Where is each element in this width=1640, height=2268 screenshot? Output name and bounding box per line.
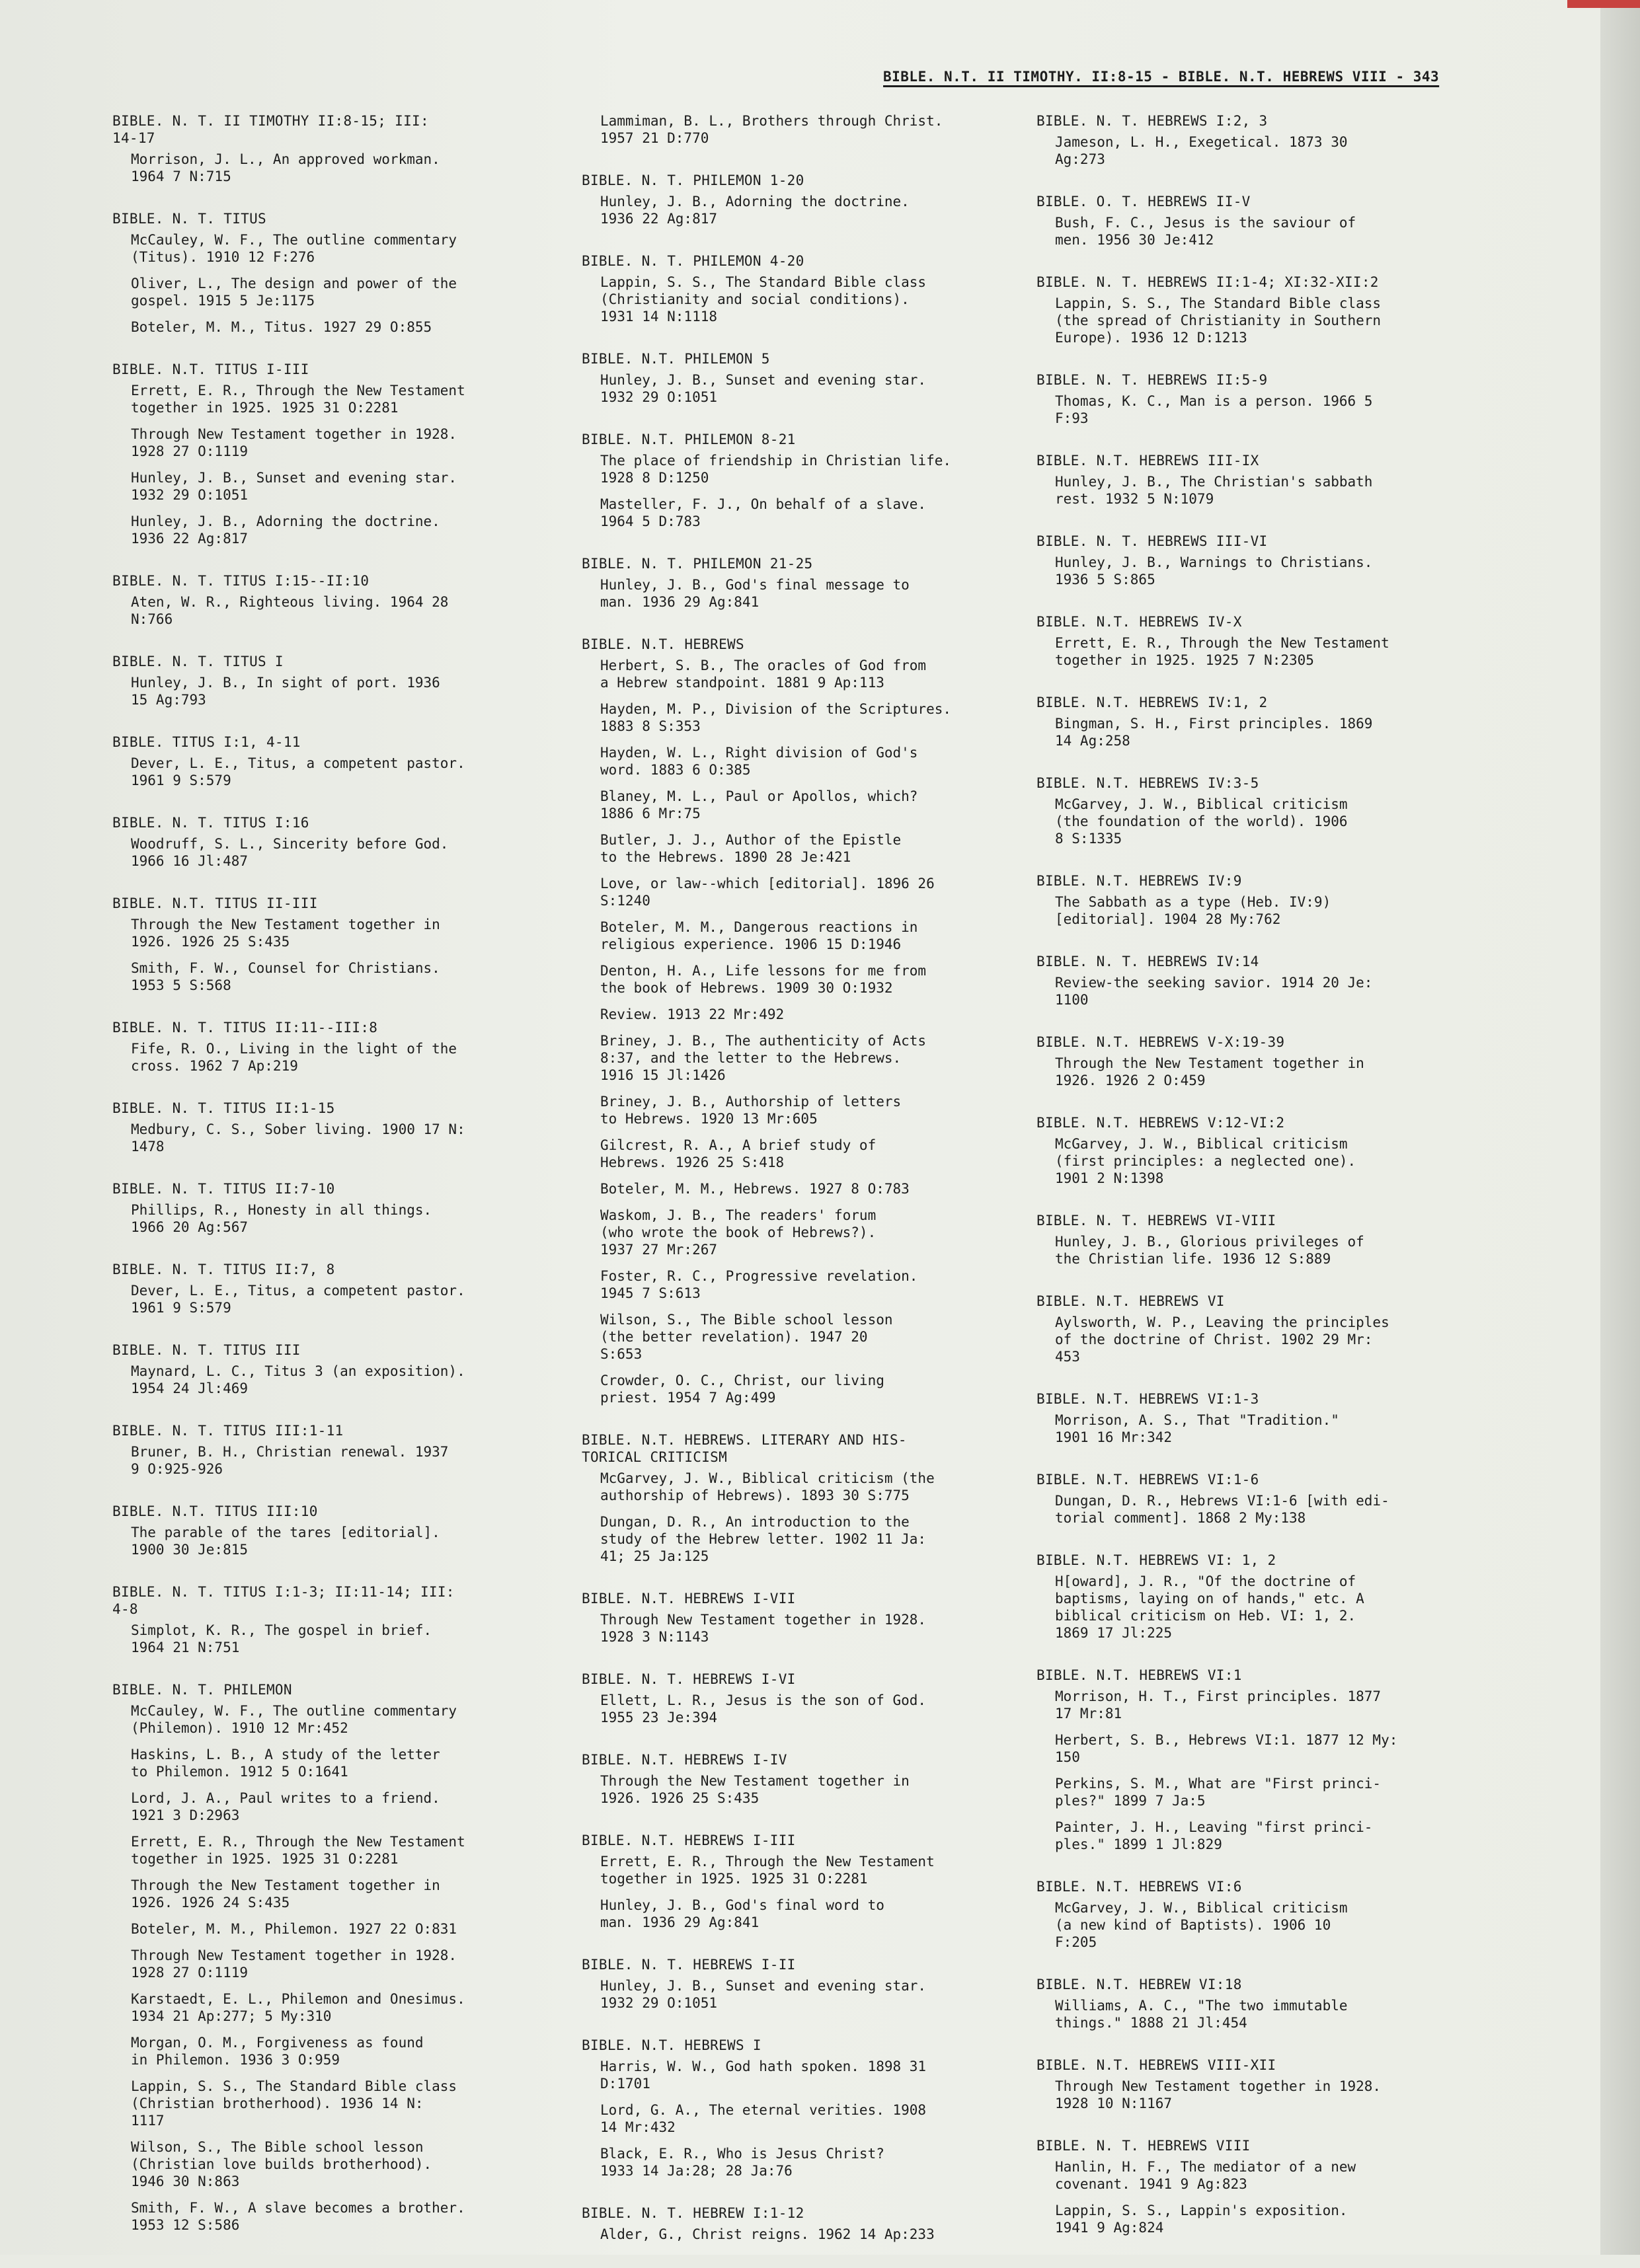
citation-entry: Hunley, J. B., Sunset and evening star. 1932 29 O:1051 [600,372,927,405]
subject-group [1036,872,1453,928]
citation-entry: Woodruff, S. L., Sincerity before God. 1966 16 Jl:487 [131,836,449,869]
subject-heading: BIBLE. N.T. HEBREWS VI: 1, 2 [1036,1552,1276,1568]
citation-entry: Wilson, S., The Bible school lesson (the better revelation). 1947 20 S:653 [600,1312,893,1362]
citation-entry: Williams, A. C., "The two immutable things." 1888 21 Jl:454 [1055,1998,1348,2031]
subject-group [112,1583,549,1656]
citation-entry: H[oward], J. R., "Of the doctrine of baptisms, laying on of hands," etc. A biblical criticism on Heb. VI: 1, 2. 1869 17 Jl:225 [1055,1573,1364,1641]
citation-entry: Painter, J. H., Leaving "first princi- ples." 1899 1 Jl:829 [1055,1819,1373,1852]
subject-group [112,1503,549,1558]
citation-entry: Hunley, J. B., Warnings to Christians. 1936 5 S:865 [1055,554,1373,587]
subject-heading: BIBLE. N.T. HEBREWS V:12-VI:2 [1036,1115,1285,1131]
subject-heading: BIBLE. N. T. TITUS III [112,1342,301,1358]
subject-heading: BIBLE. N.T. HEBREWS VI:6 [1036,1879,1242,1895]
citation-entry: Dever, L. E., Titus, a competent pastor. 1961 9 S:579 [131,1283,465,1316]
subject-heading: BIBLE. N.T. HEBREWS [582,636,744,652]
subject-heading: BIBLE. N. T. TITUS I:1-3; II:11-14; III: 4-8 [112,1584,455,1617]
citation-entry: Hunley, J. B., Sunset and evening star. 1932 29 O:1051 [600,1978,927,2011]
citation-entry: Wilson, S., The Bible school lesson (Christian love builds brotherhood). 1946 30 N:863 [131,2139,432,2189]
citation-entry: Lappin, S. S., The Standard Bible class (Christian brotherhood). 1936 14 N: 1117 [131,2078,457,2129]
citation-entry: Blaney, M. L., Paul or Apollos, which? 1886 6 Mr:75 [600,788,918,821]
citation-entry: Oliver, L., The design and power of the gospel. 1915 5 Je:1175 [131,276,457,309]
citation-entry: Love, or law--which [editorial]. 1896 26 S:1240 [600,876,935,909]
subject-heading: BIBLE. N.T. HEBREWS VI:1-3 [1036,1391,1259,1407]
citation-entry: McCauley, W. F., The outline commentary (Titus). 1910 12 F:276 [131,232,457,265]
subject-heading: BIBLE. N.T. PHILEMON 5 [582,351,770,367]
citation-entry: Smith, F. W., Counsel for Christians. 1953 5 S:568 [131,960,440,993]
citation-entry: Review. 1913 22 Mr:492 [600,1006,785,1022]
citation-entry: Bruner, B. H., Christian renewal. 1937 9 O:925-926 [131,1444,449,1477]
subject-group [1036,371,1453,427]
subject-group [582,2205,1018,2243]
subject-heading: BIBLE. N.T. TITUS I-III [112,361,309,377]
citation-entry: Through the New Testament together in 1926. 1926 24 S:435 [131,1877,440,1910]
citation-entry: Herbert, S. B., Hebrews VI:1. 1877 12 My: 150 [1055,1732,1398,1765]
citation-entry: McGarvey, J. W., Biblical criticism (the authorship of Hebrews). 1893 30 S:775 [600,1470,935,1503]
subject-heading: BIBLE. N. T. HEBREWS VI-VIII [1036,1213,1276,1228]
citation-entry: Boteler, M. M., Dangerous reactions in religious experience. 1906 15 D:1946 [600,919,918,952]
citation-entry: Karstaedt, E. L., Philemon and Onesimus. 1934 21 Ap:277; 5 My:310 [131,1991,465,2024]
subject-group [1036,694,1453,749]
citation-entry: Errett, E. R., Through the New Testament together in 1925. 1925 31 O:2281 [600,1854,935,1887]
citation-entry: Morrison, A. S., That "Tradition." 1901 16 Mr:342 [1055,1412,1339,1445]
citation-entry: Errett, E. R., Through the New Testament together in 1925. 1925 31 O:2281 [131,383,465,416]
red-corner-mark [1567,0,1640,8]
subject-heading: BIBLE. N.T. TITUS III:10 [112,1503,318,1519]
citation-entry: Through the New Testament together in 1926. 1926 2 O:459 [1055,1055,1364,1088]
subject-group [112,1261,549,1316]
subject-heading: BIBLE. N. T. HEBREWS I:2, 3 [1036,113,1268,129]
subject-heading: BIBLE. N.T. HEBREW VI:18 [1036,1977,1242,1992]
subject-heading: BIBLE. N.T. HEBREWS IV:9 [1036,873,1242,889]
subject-heading: BIBLE. N. T. TITUS I [112,654,284,669]
subject-heading: BIBLE. N. T. HEBREWS II:5-9 [1036,372,1268,388]
citation-entry: Morrison, H. T., First principles. 1877 17 Mr:81 [1055,1688,1382,1721]
citation-entry: Hunley, J. B., The Christian's sabbath rest. 1932 5 N:1079 [1055,474,1373,507]
citation-entry: Through New Testament together in 1928. 1928 10 N:1167 [1055,2078,1382,2111]
subject-group [1036,953,1453,1008]
citation-entry: Hanlin, H. F., The mediator of a new covenant. 1941 9 Ag:823 [1055,2159,1356,2192]
citation-entry: Dever, L. E., Titus, a competent pastor. 1961 9 S:579 [131,755,465,788]
subject-heading: BIBLE. N.T. HEBREWS I-III [582,1833,796,1848]
subject-group [1036,193,1453,248]
citation-entry: Denton, H. A., Life lessons for me from the book of Hebrews. 1909 30 O:1932 [600,963,927,996]
citation-entry: Boteler, M. M., Philemon. 1927 22 O:831 [131,1921,457,1937]
citation-entry: Hunley, J. B., Glorious privileges of the Christian life. 1936 12 S:889 [1055,1234,1364,1267]
subject-heading: BIBLE. N.T. HEBREWS I-VII [582,1591,796,1606]
subject-heading: BIBLE. N.T. HEBREWS VIII-XII [1036,2057,1276,2073]
subject-group [582,1590,1018,1645]
subject-heading: BIBLE. N. T. PHILEMON 21-25 [582,556,813,572]
subject-group [1036,1390,1453,1446]
citation-entry: Harris, W. W., God hath spoken. 1898 31 D:1701 [600,2059,927,2092]
subject-heading: BIBLE. N. T. TITUS II:1-15 [112,1100,335,1116]
citation-entry: Perkins, S. M., What are "First princi- ples?" 1899 7 Ja:5 [1055,1776,1382,1809]
page-edge [1600,0,1640,2255]
subject-heading: BIBLE. N. T. HEBREWS IV:14 [1036,954,1259,969]
citation-entry: Morrison, J. L., An approved workman. 1964 7 N:715 [131,151,440,184]
subject-heading: BIBLE. N. T. TITUS II:7, 8 [112,1262,335,1277]
subject-group [112,210,549,336]
citation-entry: Hunley, J. B., Sunset and evening star. 1932 29 O:1051 [131,470,457,503]
subject-heading: BIBLE. N.T. HEBREWS V-X:19-39 [1036,1034,1285,1050]
subject-group [112,1019,549,1075]
citation-entry: Thomas, K. C., Man is a person. 1966 5 F:93 [1055,393,1373,426]
subject-heading: BIBLE. N.T. HEBREWS IV:3-5 [1036,775,1259,791]
subject-heading: BIBLE. TITUS I:1, 4-11 [112,734,301,750]
subject-group [582,431,1018,530]
subject-heading: BIBLE. N.T. HEBREWS IV:1, 2 [1036,695,1268,710]
subject-group [112,895,549,994]
subject-group [582,1671,1018,1726]
running-header: BIBLE. N.T. II TIMOTHY. II:8-15 - BIBLE. N.T. HEBREWS VIII - 343 [883,69,1440,85]
subject-group [112,653,549,708]
citation-entry: Phillips, R., Honesty in all things. 1966 20 Ag:567 [131,1202,432,1235]
citation-entry: Review-the seeking savior. 1914 20 Je: 1100 [1055,975,1373,1008]
subject-heading: BIBLE. N. T. TITUS III:1-11 [112,1423,344,1439]
citation-entry: Hunley, J. B., God's final message to man. 1936 29 Ag:841 [600,577,910,610]
subject-heading: BIBLE. N. T. HEBREW I:1-12 [582,2205,804,2221]
citation-entry: Boteler, M. M., Hebrews. 1927 8 O:783 [600,1181,910,1197]
subject-group [582,636,1018,1406]
subject-heading: BIBLE. N. T. TITUS I:15--II:10 [112,573,370,589]
subject-group [112,734,549,789]
subject-heading: BIBLE. N. T. HEBREWS I-II [582,1957,796,1973]
citation-entry: McGarvey, J. W., Biblical criticism (the foundation of the world). 1906 8 S:1335 [1055,796,1348,847]
citation-entry: Gilcrest, R. A., A brief study of Hebrews. 1926 25 S:418 [600,1137,877,1170]
subject-heading: BIBLE. N. T. HEBREWS I-VI [582,1671,796,1687]
subject-group [112,1100,549,1155]
subject-heading: BIBLE. N. T. PHILEMON 4-20 [582,253,804,269]
citation-entry: Butler, J. J., Author of the Epistle to the Hebrews. 1890 28 Je:421 [600,832,902,865]
citation-entry: Alder, G., Christ reigns. 1962 14 Ap:233 [600,2226,935,2242]
subject-group [582,555,1018,611]
subject-heading: BIBLE. N. T. TITUS [112,211,266,227]
citation-entry: Smith, F. W., A slave becomes a brother. 1953 12 S:586 [131,2200,465,2233]
citation-entry: Morgan, O. M., Forgiveness as found in Philemon. 1936 3 O:959 [131,2035,424,2068]
subject-group [112,814,549,870]
subject-heading: BIBLE. N. T. HEBREWS III-VI [1036,533,1268,549]
subject-group [582,252,1018,325]
subject-group [1036,1114,1453,1187]
subject-group [582,172,1018,227]
subject-group [112,361,549,547]
subject-group [1036,613,1453,669]
citation-entry: Simplot, K. R., The gospel in brief. 1964 21 N:751 [131,1622,432,1655]
citation-entry: Hayden, W. L., Right division of God's word. 1883 6 O:385 [600,745,918,778]
subject-group [582,112,1018,147]
citation-entry: Briney, J. B., Authorship of letters to Hebrews. 1920 13 Mr:605 [600,1094,902,1127]
subject-heading: BIBLE. N.T. HEBREWS I-IV [582,1752,787,1768]
subject-group [1036,2057,1453,2112]
subject-group [112,1422,549,1478]
citation-entry: Lord, J. A., Paul writes to a friend. 1921 3 D:2963 [131,1790,440,1823]
subject-heading: BIBLE. N.T. HEBREWS III-IX [1036,453,1259,469]
citation-entry: Aten, W. R., Righteous living. 1964 28 N:766 [131,594,449,627]
citation-entry: Haskins, L. B., A study of the letter to Philemon. 1912 5 O:1641 [131,1747,440,1780]
subject-heading: BIBLE. N.T. HEBREWS I [582,2037,761,2053]
citation-entry: Hunley, J. B., God's final word to man. 1936 29 Ag:841 [600,1897,884,1930]
subject-group [582,2037,1018,2179]
citation-entry: Dungan, D. R., Hebrews VI:1-6 [with edi- torial comment]. 1868 2 My:138 [1055,1493,1389,1526]
subject-group [1036,1976,1453,2031]
citation-entry: Lappin, S. S., Lappin's exposition. 1941 9 Ag:824 [1055,2203,1348,2236]
subject-heading: BIBLE. O. T. HEBREWS II-V [1036,194,1251,209]
subject-heading: BIBLE. N. T. TITUS II:7-10 [112,1181,335,1197]
citation-entry: Through the New Testament together in 1926. 1926 25 S:435 [600,1773,910,1806]
subject-group [582,1956,1018,2012]
subject-group [1036,1471,1453,1527]
citation-entry: Crowder, O. C., Christ, our living priest. 1954 7 Ag:499 [600,1373,884,1406]
citation-entry: Bingman, S. H., First principles. 1869 14 Ag:258 [1055,716,1373,749]
subject-group [1036,112,1453,168]
citation-entry: The place of friendship in Christian life. 1928 8 D:1250 [600,453,952,486]
subject-heading: BIBLE. N.T. HEBREWS. LITERARY AND HIS- TORICAL CRITICISM [582,1432,907,1465]
index-column-3 [1036,112,1453,2261]
index-column-2 [582,112,1018,2268]
citation-entry: McCauley, W. F., The outline commentary (Philemon). 1910 12 Mr:452 [131,1703,457,1736]
citation-entry: Jameson, L. H., Exegetical. 1873 30 Ag:273 [1055,134,1348,167]
citation-entry: Fife, R. O., Living in the light of the cross. 1962 7 Ap:219 [131,1041,457,1074]
citation-entry: Boteler, M. M., Titus. 1927 29 O:855 [131,319,432,335]
citation-entry: Briney, J. B., The authenticity of Acts 8:37, and the letter to the Hebrews. 1916 15 Jl:1426 [600,1033,927,1083]
subject-heading: BIBLE. N.T. HEBREWS IV-X [1036,614,1242,630]
citation-entry: Waskom, J. B., The readers' forum (who wrote the book of Hebrews?). 1937 27 Mr:267 [600,1207,877,1258]
citation-entry: Through New Testament together in 1928. 1928 27 O:1119 [131,426,457,459]
subject-group [1036,2137,1453,2236]
citation-entry: Bush, F. C., Jesus is the saviour of men. 1956 30 Je:412 [1055,215,1356,248]
subject-group [1036,1667,1453,1853]
citation-entry: McGarvey, J. W., Biblical criticism (first principles: a neglected one). 1901 2 N:1398 [1055,1136,1356,1186]
subject-group [112,1180,549,1236]
citation-entry: The Sabbath as a type (Heb. IV:9) [editorial]. 1904 28 My:762 [1055,894,1331,927]
subject-group [582,1751,1018,1807]
citation-entry: Hunley, J. B., Adorning the doctrine. 1936 22 Ag:817 [600,194,910,227]
citation-entry: Through the New Testament together in 1926. 1926 25 S:435 [131,917,440,950]
subject-group [582,1832,1018,1931]
subject-group [112,112,549,185]
subject-group [1036,452,1453,508]
subject-group [112,1681,549,2234]
subject-heading: BIBLE. N. T. TITUS II:11--III:8 [112,1020,378,1036]
subject-heading: BIBLE. N.T. HEBREWS VI:1-6 [1036,1472,1259,1488]
citation-entry: Black, E. R., Who is Jesus Christ? 1933 14 Ja:28; 28 Ja:76 [600,2146,884,2179]
subject-heading: BIBLE. N. T. PHILEMON [112,1682,292,1698]
citation-entry: Hunley, J. B., Adorning the doctrine. 1936 22 Ag:817 [131,513,440,547]
citation-entry: Errett, E. R., Through the New Testament together in 1925. 1925 31 O:2281 [131,1834,465,1867]
citation-entry: Hayden, M. P., Division of the Scriptures. 1883 8 S:353 [600,701,952,734]
citation-entry: Lappin, S. S., The Standard Bible class (Christianity and social conditions). 1931 14 N:1118 [600,274,927,324]
citation-entry: Hunley, J. B., In sight of port. 1936 15 Ag:793 [131,675,440,708]
subject-heading: BIBLE. N. T. TITUS I:16 [112,815,309,831]
subject-group [1036,1034,1453,1089]
subject-group [582,350,1018,406]
subject-heading: BIBLE. N. T. HEBREWS VIII [1036,2138,1251,2154]
citation-entry: Masteller, F. J., On behalf of a slave. 1964 5 D:783 [600,496,927,529]
subject-heading: BIBLE. N.T. PHILEMON 8-21 [582,432,796,447]
citation-entry: McGarvey, J. W., Biblical criticism (a new kind of Baptists). 1906 10 F:205 [1055,1900,1348,1950]
index-column-1 [112,112,549,2259]
citation-entry: Foster, R. C., Progressive revelation. 1945 7 S:613 [600,1268,918,1301]
citation-entry: Aylsworth, W. P., Leaving the principles of the doctrine of Christ. 1902 29 Mr: 453 [1055,1314,1389,1365]
subject-heading: BIBLE. N.T. HEBREWS VI:1 [1036,1667,1242,1683]
subject-group [1036,1293,1453,1365]
subject-group [1036,533,1453,588]
subject-group [1036,1552,1453,1642]
citation-entry: Medbury, C. S., Sober living. 1900 17 N: 1478 [131,1121,465,1154]
subject-group [1036,775,1453,847]
citation-entry: Errett, E. R., Through the New Testament together in 1925. 1925 7 N:2305 [1055,635,1389,668]
citation-entry: Lord, G. A., The eternal verities. 1908 14 Mr:432 [600,2102,927,2135]
subject-heading: BIBLE. N. T. PHILEMON 1-20 [582,172,804,188]
citation-entry: Ellett, L. R., Jesus is the son of God. 1955 23 Je:394 [600,1692,927,1725]
subject-group [1036,1878,1453,1951]
citation-entry: Maynard, L. C., Titus 3 (an exposition). 1954 24 Jl:469 [131,1363,465,1396]
citation-entry: Herbert, S. B., The oracles of God from a Hebrew standpoint. 1881 9 Ap:113 [600,658,927,691]
subject-group [112,572,549,628]
subject-group [1036,274,1453,346]
citation-entry: The parable of the tares [editorial]. 1900 30 Je:815 [131,1525,440,1558]
subject-group [112,1342,549,1397]
subject-heading: BIBLE. N. T. HEBREWS II:1-4; XI:32-XII:2 [1036,274,1379,290]
subject-heading: BIBLE. N.T. TITUS II-III [112,895,318,911]
citation-entry: Lammiman, B. L., Brothers through Christ. 1957 21 D:770 [600,113,943,146]
subject-group [1036,1212,1453,1267]
citation-entry: Dungan, D. R., An introduction to the study of the Hebrew letter. 1902 11 Ja: 41; 25 Ja:125 [600,1514,927,1564]
citation-entry: Through New Testament together in 1928. 1928 3 N:1143 [600,1612,927,1645]
subject-heading: BIBLE. N. T. II TIMOTHY II:8-15; III: 14-17 [112,113,429,146]
subject-group [582,1431,1018,1565]
citation-entry: Through New Testament together in 1928. 1928 27 O:1119 [131,1947,457,1981]
citation-entry: Lappin, S. S., The Standard Bible class (the spread of Christianity in Southern Europe). 1936 12 D:1213 [1055,295,1382,346]
subject-heading: BIBLE. N.T. HEBREWS VI [1036,1293,1225,1309]
